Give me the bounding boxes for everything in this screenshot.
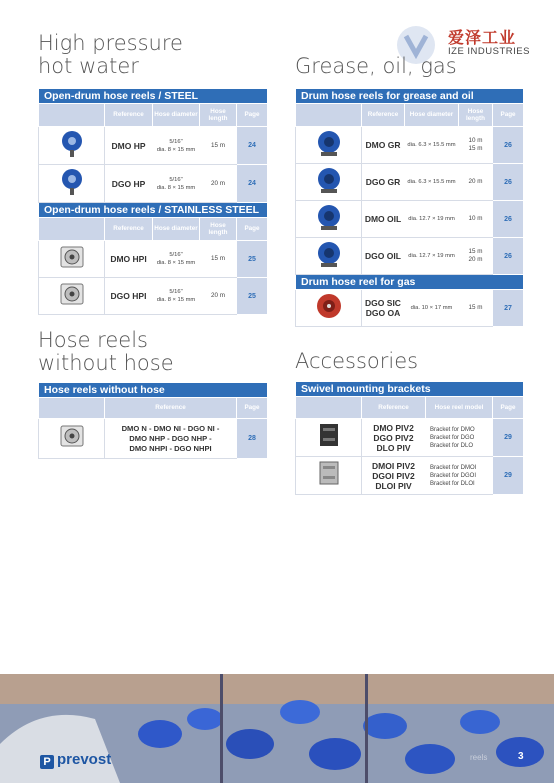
- drum-reel-icon: [315, 128, 343, 158]
- gas-band: Drum hose reel for gas: [296, 275, 524, 290]
- stainless-reel-icon: [59, 281, 85, 307]
- page-link[interactable]: 24: [237, 127, 268, 165]
- table-row: DMO HPI 5/16" dia. 8 × 15 mm 15 m 25: [39, 241, 268, 278]
- stainless-reel-icon: [59, 244, 85, 270]
- page-link[interactable]: 28: [237, 419, 268, 459]
- stainless-reel-icon: [59, 423, 85, 449]
- table-row: DGO HP 5/16" dia. 8 × 15 mm 20 m 24: [39, 165, 268, 203]
- bracket-icon: [314, 458, 344, 488]
- title-grease: Grease, oil, gas: [295, 54, 457, 78]
- reel-image: [39, 165, 105, 203]
- high-pressure-table: Open-drum hose reels / STEEL Reference Hose diameter Hose length Page DMO HP 5/16" dia. 8 × 15 mm 15 m 24 DGO HP 5/16" dia. 8 × 15 mm 20 m 24 Open-drum hose reels / STAINLESS STEEL Reference Hose diameter Hose length Page DMO HPI 5/16" dia. 8 × 15 mm 15 m 25 DGO HPI 5/16" dia. 8 × 15 mm 20 m 25: [38, 88, 268, 315]
- table-row: DMOI PIV2 DGOI PIV2 DLOI PIV Bracket for DMOI Bracket for DGOI Bracket for DLOI 29: [296, 457, 524, 495]
- table-row: DGO SIC DGO OA dia. 10 × 17 mm 15 m 27: [296, 290, 524, 327]
- grease-band: Drum hose reels for grease and oil: [296, 89, 524, 104]
- page-link[interactable]: 25: [237, 278, 268, 315]
- page-link[interactable]: 26: [493, 238, 524, 275]
- header-hose-length: Hose length: [200, 104, 237, 127]
- drum-reel-icon: [315, 202, 343, 232]
- table-row: DGO HPI 5/16" dia. 8 × 15 mm 20 m 25: [39, 278, 268, 315]
- table-row: DGO GR dia. 6.3 × 15.5 mm 20 m 26: [296, 164, 524, 201]
- reel-image: [39, 241, 105, 278]
- page-link[interactable]: 29: [493, 419, 524, 457]
- drum-reel-icon: [315, 165, 343, 195]
- title-hose-reels: Hose reels without hose: [38, 328, 174, 375]
- prevost-logo: P prevost: [40, 751, 111, 769]
- header-reference: Reference: [105, 104, 153, 127]
- page-link[interactable]: 25: [237, 241, 268, 278]
- page-link[interactable]: 26: [493, 164, 524, 201]
- page-link[interactable]: 26: [493, 201, 524, 238]
- swivel-table: Swivel mounting brackets Reference Hose reel model Page DMO PIV2 DGO PIV2 DLO PIV Bracket for DMO Bracket for DGO Bracket for DLO 29 DMOI PIV2 DGOI PIV2 DLOI PIV Bracket for DMOI Bracket for DGOI Bracket for DLOI 29: [295, 381, 524, 495]
- hose-reel-icon: [59, 166, 85, 196]
- header-hose-diameter: Hose diameter: [153, 104, 200, 127]
- page-link[interactable]: 26: [493, 127, 524, 164]
- reel-image: [39, 278, 105, 315]
- without-hose-table: Hose reels without hose Reference Page DMO N - DMO NI - DGO NI - DMO NHP - DGO NHP - DMO NHPI - DGO NHPI 28: [38, 382, 268, 459]
- table-row: DMO GR dia. 6.3 × 15.5 mm 10 m 15 m 26: [296, 127, 524, 164]
- page-number: 3: [518, 751, 524, 762]
- steel-band: Open-drum hose reels / STEEL: [39, 89, 268, 104]
- page-link[interactable]: 29: [493, 457, 524, 495]
- page-link[interactable]: 24: [237, 165, 268, 203]
- logo-cn: 爱泽工业: [448, 30, 517, 47]
- title-high-pressure: High pressure hot water: [38, 31, 183, 78]
- footer-note: reels: [470, 753, 488, 762]
- gas-reel-icon: [314, 291, 344, 321]
- reel-image: [39, 127, 105, 165]
- hose-reel-icon: [59, 128, 85, 158]
- title-accessories: Accessories: [295, 349, 419, 373]
- table-row: DGO OIL dia. 12.7 × 19 mm 15 m 20 m 26: [296, 238, 524, 275]
- page-link[interactable]: 27: [493, 290, 524, 327]
- prevost-mark-icon: P: [40, 755, 54, 769]
- without-hose-band: Hose reels without hose: [39, 383, 268, 398]
- table-row: DMO HP 5/16" dia. 8 × 15 mm 15 m 24: [39, 127, 268, 165]
- swivel-band: Swivel mounting brackets: [296, 382, 524, 397]
- grease-oil-table: Drum hose reels for grease and oil Reference Hose diameter Hose length Page DMO GR dia. 6.3 × 15.5 mm 10 m 15 m 26 DGO GR dia. 6.3 × 15.5 mm 20 m 26 DMO OIL dia. 12.7 × 19 mm 10 m 26 DGO OIL dia. 12.7 × 19 mm 15 m 20 m 26 Drum hose reel for gas DGO SIC DGO OA dia. 10 × 17 mm 15 m 27: [295, 88, 524, 327]
- bracket-icon: [314, 420, 344, 450]
- header-page: Page: [237, 104, 268, 127]
- table-row: DMO N - DMO NI - DGO NI - DMO NHP - DGO NHP - DMO NHPI - DGO NHPI 28: [39, 419, 268, 459]
- stainless-band: Open-drum hose reels / STAINLESS STEEL: [39, 203, 268, 218]
- logo-en: IZE INDUSTRIES: [448, 46, 530, 57]
- drum-reel-icon: [315, 239, 343, 269]
- table-row: DMO PIV2 DGO PIV2 DLO PIV Bracket for DMO Bracket for DGO Bracket for DLO 29: [296, 419, 524, 457]
- table-row: DMO OIL dia. 12.7 × 19 mm 10 m 26: [296, 201, 524, 238]
